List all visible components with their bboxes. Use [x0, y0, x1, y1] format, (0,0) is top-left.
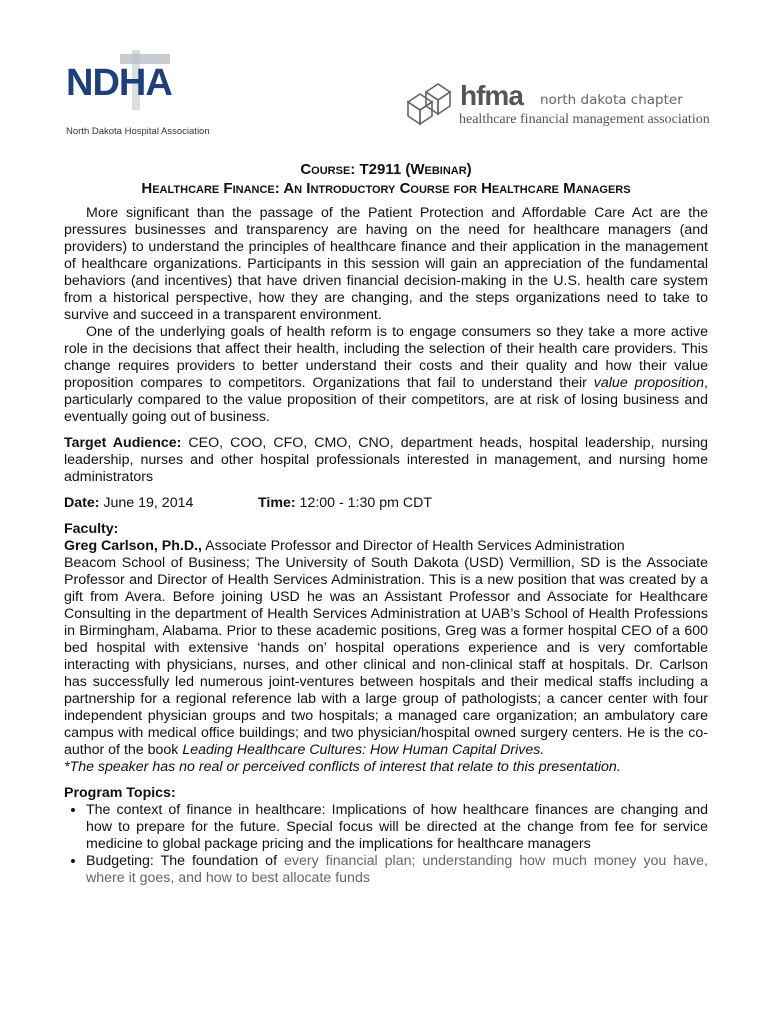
- ndha-logo-text: NDHA: [66, 62, 172, 104]
- time-value: 12:00 - 1:30 pm CDT: [295, 495, 433, 511]
- course-title: [64, 160, 708, 198]
- document-body: [64, 160, 708, 887]
- course-code: Course: T2911 (Webinar): [300, 161, 472, 178]
- hfma-fullname: healthcare financial management association: [459, 112, 710, 127]
- faculty-title: Associate Professor and Director of Health Services Administration: [201, 538, 625, 554]
- time-label: Time:: [258, 495, 296, 511]
- target-audience-text: CEO, COO, CFO, CMO, CNO, department heads, hospital leadership, nursing leadership, nurses and other hospital professionals interested in management, and nursing home administrators: [64, 435, 708, 485]
- program-topics-list: [64, 802, 708, 887]
- course-name: Healthcare Finance: An Introductory Course for Healthcare Managers: [141, 180, 631, 197]
- intro-paragraph-2-text-a: One of the underlying goals of health reform is to engage consumers so they take a more active role in the decisions that affect their health, including the selection of their health care providers. This change requires providers to better understand their costs and their quality and how their value proposition compares to competitors. Organizations that fail to understand their: [64, 324, 708, 391]
- program-topic-item: • The context of finance in healthcare: Implications of how healthcare finances are changing and how to prepare for the future. Special focus will be directed at the change from fee for service medicine to global package pricing and the implications for healthcare managers: [86, 802, 708, 853]
- intro-paragraph-2: [64, 324, 708, 426]
- intro-paragraph-1: More significant than the passage of the Patient Protection and Affordable Care Act are the pressures businesses and transparency are having on the need for healthcare managers (and providers) to understand the principles of healthcare finance and their application in the management of healthcare organizations. Participants in this session will gain an appreciation of the fundamental behaviors (and incentives) that have driven financial decision-making in the U.S. health care system from a historical perspective, how they are changing, and the steps organizations need to take to survive and succeed in a transparent environment.: [64, 205, 708, 323]
- date-label: Date:: [64, 495, 100, 511]
- hfma-logo-text: hfma: [460, 80, 523, 111]
- hfma-logo: [404, 78, 734, 138]
- faculty-book: Leading Healthcare Cultures: How Human Capital Drives.: [182, 742, 545, 758]
- ndha-logo: [62, 50, 222, 140]
- date-value: June 19, 2014: [99, 495, 194, 511]
- program-topics-heading: Program Topics:: [64, 785, 176, 801]
- faculty-bio: [64, 555, 708, 759]
- faculty-name: Greg Carlson, Ph.D.,: [64, 538, 202, 554]
- target-audience: [64, 435, 708, 486]
- ndha-subtitle: North Dakota Hospital Association: [66, 126, 210, 137]
- intro-paragraph-2-italic: value proposition: [593, 375, 705, 391]
- program-topic-2-text-a: Budgeting: The foundation of: [86, 853, 284, 869]
- target-audience-label: Target Audience:: [64, 435, 182, 451]
- faculty-heading: Faculty:: [64, 521, 119, 537]
- date-time-row: [64, 495, 708, 512]
- program-topic-2-text-b: every financial plan; understanding how much money you have, where it goes, and how to best allocate funds: [86, 853, 708, 886]
- faculty-name-line: [64, 538, 708, 555]
- intro-paragraph-2-text-b: , particularly compared to the value proposition of their competitors, are at risk of losing business and eventually going out of business.: [64, 375, 708, 425]
- hfma-chapter: north dakota chapter: [540, 92, 683, 108]
- hfma-cube-icon: [404, 82, 456, 130]
- faculty-bio-text: Beacom School of Business; The University of South Dakota (USD) Vermillion, SD is the Associate Professor and Director of Health Services Administration. This is a new position that was created by a gift from Avera. Before joining USD he was an Assistant Professor and Associate for Healthcare Consulting in the department of Health Services Administration at UAB’s School of Health Professions in Birmingham, Alabama. Prior to these academic positions, Greg was a former hospital CEO of a 600 bed hospital with extensive ‘hands on’ hospital operations experience and is very comfortable interacting with physicians, nurses, and other clinical and non-clinical staff at hospitals. Dr. Carlson has successfully led numerous joint-ventures between hospitals and their medical staffs including a partnership for a regional reference lab with a large group of pathologists; a cancer center with four independent physician groups and two hospitals; a managed care organization; an ambulatory care campus with medical office buildings; and two physician/hospital owned surgery centers. He is the co-author of the book: [64, 555, 708, 758]
- faculty-disclaimer: *The speaker has no real or perceived conflicts of interest that relate to this presentation.: [64, 759, 621, 775]
- program-topic-item: [86, 853, 708, 887]
